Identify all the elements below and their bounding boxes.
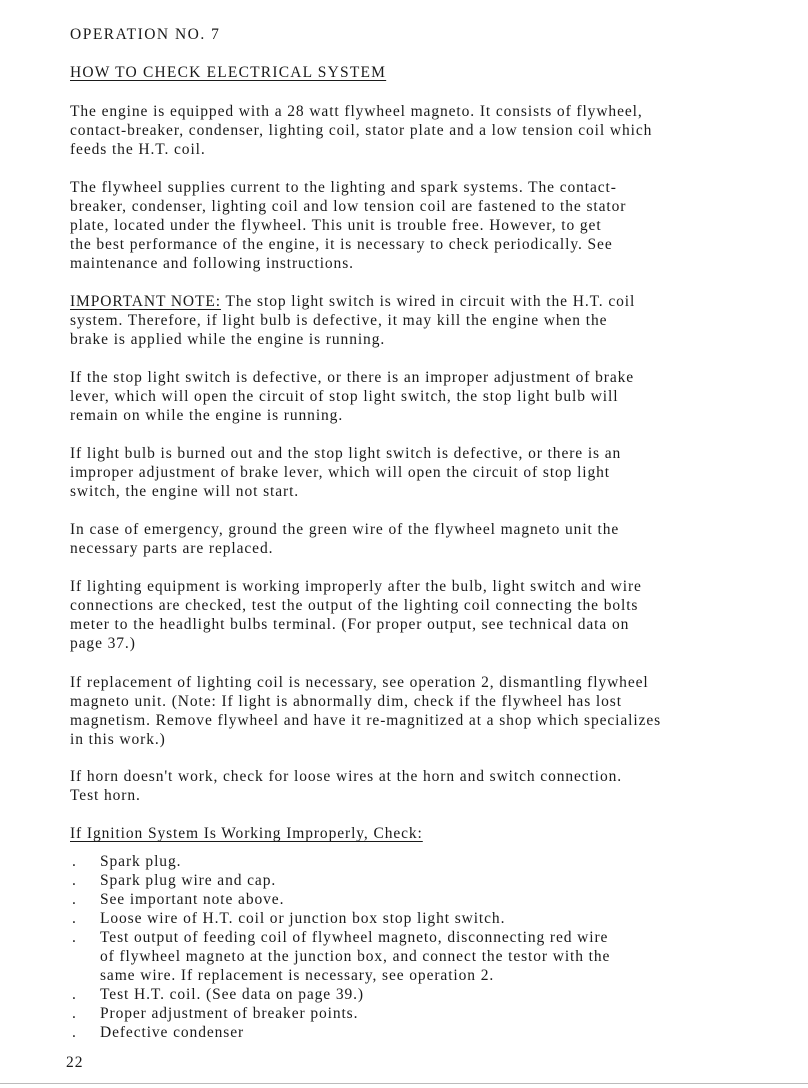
text-line: If horn doesn't work, check for loose wires at the horn and switch connection. — [70, 768, 623, 785]
footer-divider — [0, 1083, 808, 1084]
text-line: breaker, condenser, lighting coil and low tension coil are fastened to the stator — [70, 198, 627, 215]
list-item-text: Test H.T. coil. (See data on page 39.) — [100, 986, 364, 1003]
text-line: brake is applied while the engine is running. — [70, 331, 386, 348]
text-line: contact-breaker, condenser, lighting coil, stator plate and a low tension coil which — [70, 122, 653, 139]
text-line: improper adjustment of brake lever, which will open the circuit of stop light — [70, 464, 611, 481]
list-item — [70, 1004, 790, 1023]
text-line: magnetism. Remove flywheel and have it re-magnitized at a shop which specializes — [70, 712, 662, 729]
text-line: connections are checked, test the output of the lighting coil connecting the bolts — [70, 597, 639, 614]
paragraph-lighting-coil-replacement — [70, 673, 780, 749]
list-item — [70, 890, 790, 909]
text-line: maintenance and following instructions. — [70, 255, 354, 272]
paragraph-horn — [70, 767, 780, 805]
text-line: The flywheel supplies current to the lighting and spark systems. The contact- — [70, 179, 617, 196]
list-item-text: Proper adjustment of breaker points. — [100, 1005, 359, 1022]
text-line: If lighting equipment is working improperly after the bulb, light switch and wire — [70, 578, 642, 595]
important-note-text: The stop light switch is wired in circuit with the H.T. coil — [220, 293, 636, 310]
paragraph-magneto-overview — [70, 102, 780, 159]
text-line: If replacement of lighting coil is necessary, see operation 2, dismantling flywheel — [70, 674, 649, 691]
bullet-marker: . — [72, 910, 77, 927]
text-line: If the stop light switch is defective, or there is an improper adjustment of brake — [70, 369, 635, 386]
page-number: 22 — [66, 1054, 84, 1071]
text-line: the best performance of the engine, it is necessary to check periodically. See — [70, 236, 613, 253]
bullet-marker: . — [72, 891, 77, 908]
bullet-marker: . — [72, 929, 77, 946]
bullet-marker: . — [72, 1005, 77, 1022]
text-line: The engine is equipped with a 28 watt flywheel magneto. It consists of flywheel, — [70, 103, 643, 120]
text-line: system. Therefore, if light bulb is defective, it may kill the engine when the — [70, 312, 608, 329]
text-line: feeds the H.T. coil. — [70, 141, 206, 158]
bullet-marker: . — [72, 1024, 77, 1041]
important-note-label: IMPORTANT NOTE: — [70, 293, 221, 310]
list-item — [70, 928, 790, 985]
paragraph-lighting-equipment — [70, 577, 780, 653]
paragraph-bulb-burned-out — [70, 444, 780, 501]
text-line: Test horn. — [70, 787, 141, 804]
list-item-text: Spark plug wire and cap. — [100, 872, 277, 889]
list-item — [70, 985, 790, 1004]
text-line: page 37.) — [70, 635, 136, 652]
operation-number: OPERATION NO. 7 — [70, 26, 221, 43]
text-line: In case of emergency, ground the green wire of the flywheel magneto unit the — [70, 521, 620, 538]
text-line: If light bulb is burned out and the stop light switch is defective, or there is an — [70, 445, 622, 462]
text-line: lever, which will open the circuit of stop light switch, the stop light bulb will — [70, 388, 619, 405]
paragraph-flywheel-supply — [70, 178, 780, 273]
text-line: meter to the headlight bulbs terminal. (For proper output, see technical data on — [70, 616, 630, 633]
list-item — [70, 909, 790, 928]
bullet-marker: . — [72, 872, 77, 889]
ignition-checklist — [70, 852, 790, 1042]
text-line: switch, the engine will not start. — [70, 483, 300, 500]
list-item-text: same wire. If replacement is necessary, see operation 2. — [100, 967, 495, 984]
list-item — [70, 1023, 790, 1042]
text-line: in this work.) — [70, 731, 166, 748]
text-line: magneto unit. (Note: If light is abnormally dim, check if the flywheel has lost — [70, 693, 622, 710]
list-item — [70, 871, 790, 890]
bullet-marker: . — [72, 986, 77, 1003]
paragraph-important-note — [70, 292, 780, 349]
text-line: plate, located under the flywheel. This unit is trouble free. However, to get — [70, 217, 602, 234]
list-item-text: See important note above. — [100, 891, 285, 908]
list-item-text: Defective condenser — [100, 1024, 245, 1041]
list-item — [70, 852, 790, 871]
text-line — [70, 292, 780, 311]
paragraph-emergency — [70, 520, 780, 558]
text-line: necessary parts are replaced. — [70, 540, 274, 557]
section-title: HOW TO CHECK ELECTRICAL SYSTEM — [70, 64, 387, 81]
list-item-text: of flywheel magneto at the junction box, and connect the testor with the — [100, 948, 611, 965]
list-item-text: Loose wire of H.T. coil or junction box stop light switch. — [100, 910, 506, 927]
ignition-check-heading: If Ignition System Is Working Improperly, Check: — [70, 825, 423, 842]
list-item-text: Spark plug. — [100, 853, 182, 870]
bullet-marker: . — [72, 853, 77, 870]
text-line: remain on while the engine is running. — [70, 407, 344, 424]
paragraph-stop-light-defective — [70, 368, 780, 425]
list-item-text: Test output of feeding coil of flywheel magneto, disconnecting red wire — [100, 929, 609, 946]
